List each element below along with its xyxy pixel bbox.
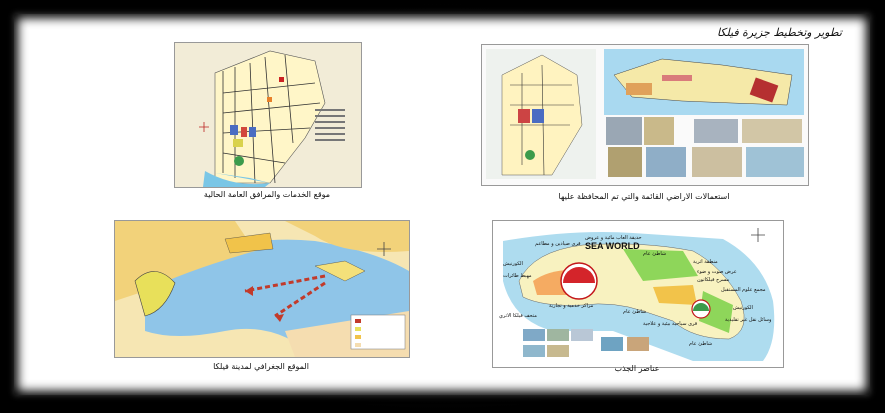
theme-park-label: حديقة العاب مائية و عروض [585,235,642,241]
slide [14,14,870,395]
archaeology-label: منطقة اثرية [693,259,718,265]
amphitheater-label: مسرح فيلكاتون [697,277,730,283]
services-map-caption: موقع الخدمات والمرافق العامة الحالية [203,190,331,199]
transport-label: وسائل نقل غير تقليدية [725,317,772,323]
shore-label-3: شاطئ عام [689,341,713,347]
services-label: مراكز خدمية و تجارية [549,303,594,309]
shore-label-2: شاطئ عام [623,309,647,315]
attractions-caption: عناصر الجذب [614,364,660,373]
geographic-map-image [114,220,410,358]
villages-label: قرى صيادين و مطاعم [535,241,581,247]
land-use-image [481,44,809,186]
sea-world-label: SEA WORLD [585,241,640,251]
services-map-image [174,42,362,188]
sound-light-label: عرض صوت و ضوء [697,269,737,275]
museum-label: متحف فيلكا الاثري [499,313,537,319]
land-use-caption: استعمالات الاراضي القائمة والتي تم المحافظة عليها [558,192,730,201]
tourist-villages-label: قرى سياحية بيئية و علاجية [643,321,698,327]
shore-label-1: شاطئ عام [643,251,667,257]
airport-label: مهبط طائرات [503,273,532,279]
corniche-label-2: الكورنيش [733,305,753,311]
geographic-map-caption: الموقع الجغرافي لمدينة فيلكا [213,362,309,371]
attractions-map-image [492,220,784,368]
future-label: مجمع علوم المستقبل [721,287,766,293]
page-title: تطوير وتخطيط جزيرة فيلكا [716,26,842,39]
corniche-label-1: الكورنيش [503,261,523,267]
